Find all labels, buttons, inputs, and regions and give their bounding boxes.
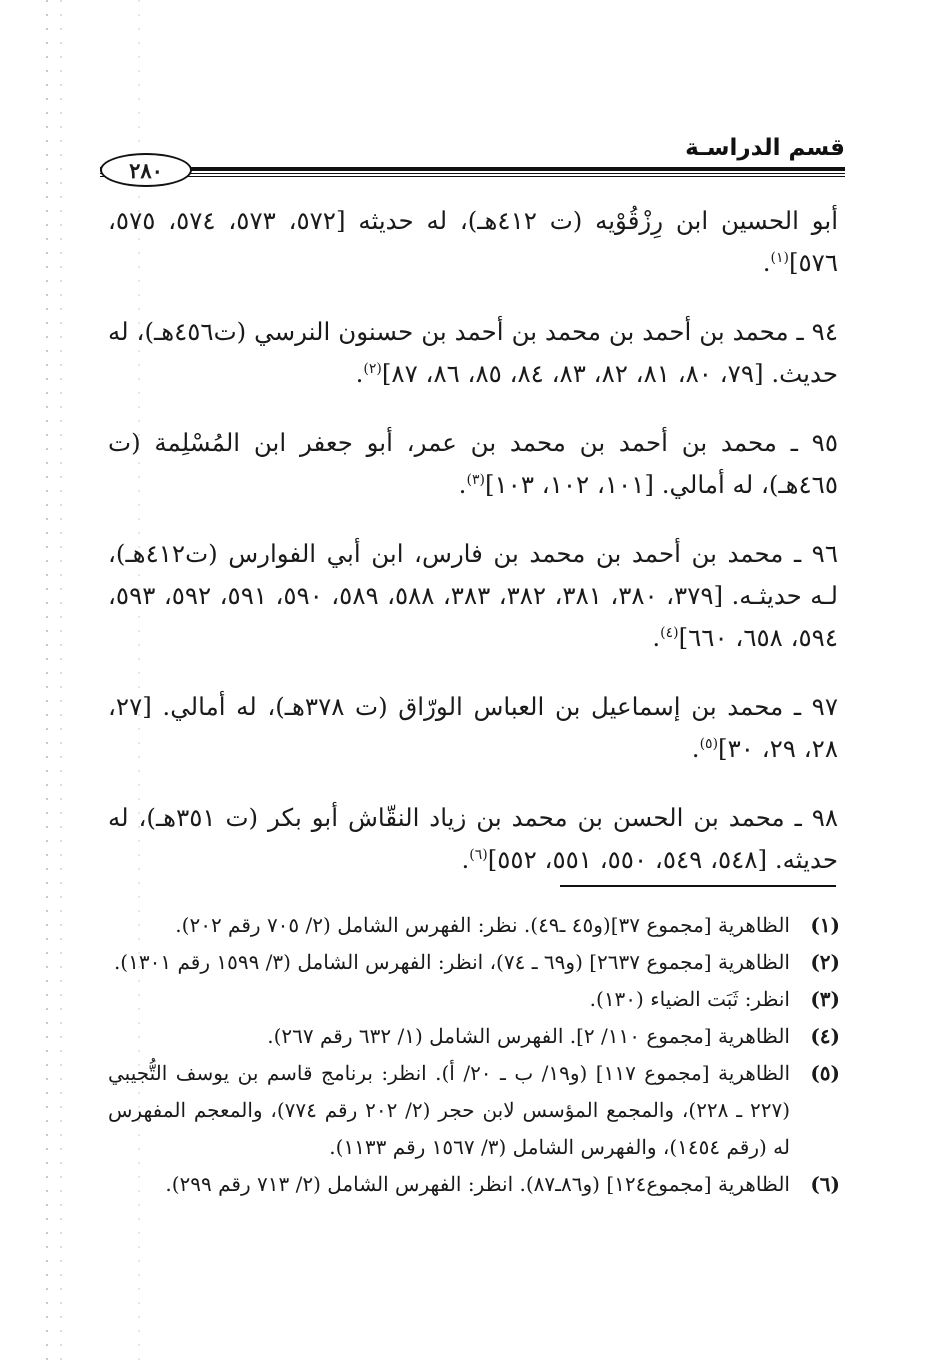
footnote-ref: (٤) [660, 624, 679, 641]
entry-text: ٩٥ ـ محمد بن أحمد بن محمد بن عمر، أبو جعفر ابن المُسْلِمة (ت ٤٦٥هـ)، له أمالي. [١٠١، ١٠٢، ١٠٣] [108, 428, 838, 499]
footnote [108, 944, 840, 981]
footnote-ref: (٣) [466, 471, 485, 488]
footnote-marker: (٥) [810, 1061, 840, 1085]
entry: ٩٨ ـ محمد بن الحسن بن محمد بن زياد النقّاش أبو بكر (ت ٣٥١هـ)، له حديثه. [٥٤٨، ٥٤٩، ٥٥٠، ٥٥١، ٥٥٢]$^{(٦)}$. [108, 803, 839, 874]
entry-text: ٩٨ ـ محمد بن الحسن بن محمد بن زياد النقّاش أبو بكر (ت ٣٥١هـ)، له حديثه. [٥٤٨، ٥٤٩، ٥٥٠، ٥٥١، ٥٥٢] [108, 803, 839, 874]
footnote-marker: (٢) [810, 950, 840, 974]
footnote-ref: (٥) [699, 735, 719, 752]
entry: ٩٧ ـ محمد بن إسماعيل بن العباس الورّاق (ت ٣٧٨هـ)، له أمالي. [٢٧، ٢٨، ٢٩، ٣٠]$^{(٥)}$. [108, 692, 838, 763]
scan-artifact-left-2 [60, 0, 62, 1372]
footnote-divider [560, 885, 836, 887]
footnote-text: الظاهرية [مجموع ٢٦٣٧] (و٦٩ ـ ٧٤)، انظر: الفهرس الشامل (٣/ ١٥٩٩ رقم ١٣٠١). [113, 950, 790, 974]
footnote [108, 1166, 840, 1203]
entry: ٩٤ ـ محمد بن أحمد بن محمد بن أحمد بن حسنون النرسي (ت٤٥٦هـ)، له حديث. [٧٩، ٨٠، ٨١، ٨٢، ٨٣، ٨٤، ٨٥، ٨٦، ٨٧]$^{(٢)}$. [108, 317, 838, 388]
main-text [108, 200, 838, 908]
footnote-marker: (٣) [810, 987, 840, 1011]
entry-text: ٩٦ ـ محمد بن أحمد بن محمد بن فارس، ابن أبي الفوارس (ت٤١٢هـ)، لـه حديثـه. [٣٧٩، ٣٨٠، ٣٨١، ٣٨٢، ٣٨٣، ٥٨٨، ٥٨٩، ٥٩٠، ٥٩١، ٥٩٢، ٥٩٣، ٥٩٤، ٦٥٨، ٦٦٠] [108, 539, 839, 652]
page-number: ٢٨٠ [100, 153, 192, 187]
footnote [108, 1055, 840, 1166]
footnote-ref: (٢) [363, 360, 382, 377]
entry-text: ٩٧ ـ محمد بن إسماعيل بن العباس الورّاق (ت ٣٧٨هـ)، له أمالي. [٢٧، ٢٨، ٢٩، ٣٠] [108, 692, 838, 763]
header-rule [100, 167, 845, 179]
entry: ٩٦ ـ محمد بن أحمد بن محمد بن فارس، ابن أبي الفوارس (ت٤١٢هـ)، لـه حديثـه. [٣٧٩، ٣٨٠، ٣٨١، ٣٨٢، ٣٨٣، ٥٨٨، ٥٨٩، ٥٩٠، ٥٩١، ٥٩٢، ٥٩٣، ٥٩٤، ٦٥٨، ٦٦٠]$^{(٤)}$. [108, 539, 839, 652]
footnote-text: الظاهرية [مجموع١٢٤] (و٨٦ـ٨٧). انظر: الفهرس الشامل (٢/ ٧١٣ رقم ٢٩٩). [165, 1172, 790, 1196]
footnote-marker: (٤) [810, 1024, 840, 1048]
footnote-text: الظاهرية [مجموع ١١٠/ ٢]. الفهرس الشامل (١/ ٦٣٢ رقم ٢٦٧). [267, 1024, 790, 1048]
footnotes [108, 907, 840, 1203]
footnote-text: الظاهرية [مجموع ١١٧] (و١٩/ ب ـ ٢٠/ أ). انظر: برنامج قاسم بن يوسف التُّجيبي (٢٢٧ ـ ٢٢٨)، والمجمع المؤسس لابن حجر (٢/ ٢٠٢ رقم ٧٧٤)، والمعجم المفهرس له (رقم ١٤٥٤)، والفهرس الشامل (٣/ ١٥٦٧ رقم ١١٣٣). [108, 1061, 791, 1159]
footnote-marker: (١) [810, 913, 840, 937]
entry-text: ٩٤ ـ محمد بن أحمد بن محمد بن أحمد بن حسنون النرسي (ت٤٥٦هـ)، له حديث. [٧٩، ٨٠، ٨١، ٨٢، ٨٣، ٨٤، ٨٥، ٨٦، ٨٧] [108, 317, 838, 388]
footnote [108, 1018, 840, 1055]
section-title: قسم الدراسـة [685, 135, 845, 161]
footnote [108, 907, 840, 944]
scan-artifact-left [46, 0, 48, 1372]
footnote [108, 981, 840, 1018]
footnote-text: انظر: ثَبَت الضياء (١٣٠). [589, 987, 790, 1011]
footnote-marker: (٦) [810, 1172, 840, 1196]
page-number-badge [100, 153, 192, 187]
entry: أبو الحسين ابن رِزْقُوْيه (ت ٤١٢هـ)، له حديثه [٥٧٢، ٥٧٣، ٥٧٤، ٥٧٥، ٥٧٦]$^{(١)}$. [108, 206, 838, 277]
entry: ٩٥ ـ محمد بن أحمد بن محمد بن عمر، أبو جعفر ابن المُسْلِمة (ت ٤٦٥هـ)، له أمالي. [١٠١، ١٠٢، ١٠٣]$^{(٣)}$. [108, 428, 838, 499]
page-header [100, 135, 845, 195]
entry-text: أبو الحسين ابن رِزْقُوْيه (ت ٤١٢هـ)، له حديثه [٥٧٢، ٥٧٣، ٥٧٤، ٥٧٥، ٥٧٦] [108, 206, 838, 277]
footnote-ref: (١) [770, 249, 789, 266]
footnote-text: الظاهرية [مجموع ٣٧](و٤٥ ـ٤٩). نظر: الفهرس الشامل (٢/ ٧٠٥ رقم ٢٠٢). [175, 913, 790, 937]
footnote-ref: (٦) [469, 846, 488, 863]
